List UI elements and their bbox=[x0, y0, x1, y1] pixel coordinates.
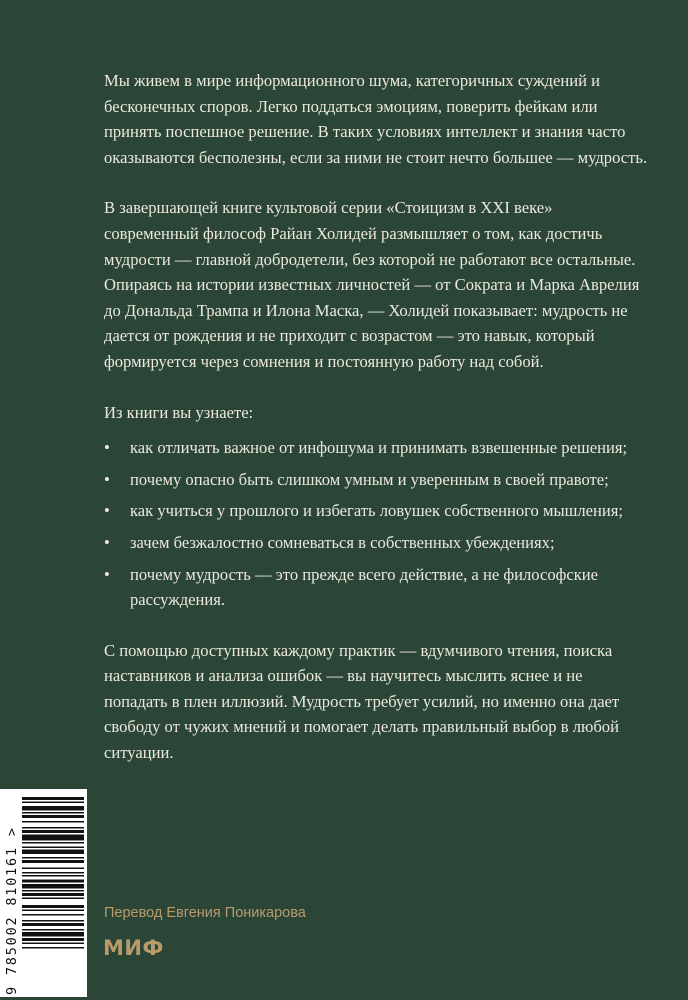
benefits-list bbox=[104, 435, 649, 613]
list-item: • почему мудрость — это прежде всего действие, а не философские рассуждения. bbox=[104, 562, 649, 613]
barcode-bar bbox=[22, 884, 84, 889]
barcode-bar bbox=[22, 943, 84, 945]
barcode-bar bbox=[22, 923, 84, 926]
list-item: • почему опасно быть слишком умным и уверенным в своей правоте; bbox=[104, 467, 649, 493]
description-paragraph-3: С помощью доступных каждому практик — вдумчивого чтения, поиска наставников и анализа ошибок — вы научитесь мыслить яснее и не попадать в плен иллюзий. Мудрость требует усилий, но именно она дает свободу от чужих мнений и помогает делать правильный выбор в любой ситуации. bbox=[104, 640, 620, 763]
list-item: • как учиться у прошлого и избегать ловушек собственного мышления; bbox=[104, 498, 649, 524]
barcode-bar bbox=[22, 898, 84, 900]
barcode-bar bbox=[22, 947, 84, 949]
barcode-bar bbox=[22, 797, 84, 800]
barcode-bar bbox=[22, 920, 84, 922]
barcode-bar bbox=[22, 914, 84, 916]
barcode-bar bbox=[22, 821, 84, 823]
barcode-bar bbox=[22, 802, 84, 804]
barcode-bar bbox=[22, 893, 84, 896]
barcode-bar bbox=[22, 815, 84, 818]
barcode-bar bbox=[22, 875, 84, 877]
barcode-bar bbox=[22, 842, 84, 844]
book-description bbox=[104, 68, 649, 791]
barcode-bar bbox=[22, 830, 84, 833]
barcode-bar bbox=[22, 860, 84, 863]
barcode-bar bbox=[22, 872, 84, 874]
barcode-bar bbox=[22, 850, 84, 855]
barcode-bar bbox=[22, 812, 84, 814]
list-intro: Из книги вы узнаете: bbox=[104, 402, 254, 422]
publisher-logo bbox=[103, 936, 164, 960]
list-item: • зачем безжалостно сомневаться в собственных убеждениях; bbox=[104, 530, 649, 556]
barcode-bar bbox=[22, 905, 84, 908]
barcode-bar bbox=[22, 827, 84, 829]
description-paragraph-1: Мы живем в мире информационного шума, категоричных суждений и бесконечных споров. Легко поддаться эмоциям, поверить фейкам или принять поспешное решение. В таких условиях интеллект и знания часто оказываются бесполезны, если за ними не стоит нечто большее — мудрость. bbox=[104, 71, 648, 167]
barcode-bar bbox=[22, 847, 84, 849]
publisher-logo-text: МИФ bbox=[103, 936, 164, 960]
translator-credit: Перевод Евгения Поникарова bbox=[104, 905, 306, 921]
barcode-bar bbox=[22, 806, 84, 811]
barcode-bar bbox=[22, 938, 84, 941]
list-item: • как отличать важное от инфошума и принимать взвешенные решения; bbox=[104, 435, 649, 461]
barcode-bar bbox=[22, 932, 84, 937]
isbn-digits: 9 785002 810161 > bbox=[4, 826, 20, 995]
description-paragraph-2: В завершающей книге культовой серии «Стоицизм в XXI веке» современный философ Райан Холидей размышляет о том, как достичь мудрости — главной добродетели, без которой не работают все остальные. Опираясь на истории известных личностей — от Сократа и Марка Аврелия до Дональда Трампа и Илона Маска, — Холидей показывает: мудрость не дается от рождения и не приходит с возрастом — это навык, который формируется через сомнения и постоянную работу над собой. bbox=[104, 198, 640, 371]
barcode-bar bbox=[22, 857, 84, 859]
barcode-bar bbox=[22, 890, 84, 892]
barcode-bar bbox=[22, 868, 84, 870]
isbn-barcode bbox=[0, 789, 87, 997]
barcode-bar bbox=[22, 880, 84, 883]
barcode-bar bbox=[22, 910, 84, 912]
barcode-bar bbox=[22, 929, 84, 931]
barcode-bar bbox=[22, 835, 84, 841]
